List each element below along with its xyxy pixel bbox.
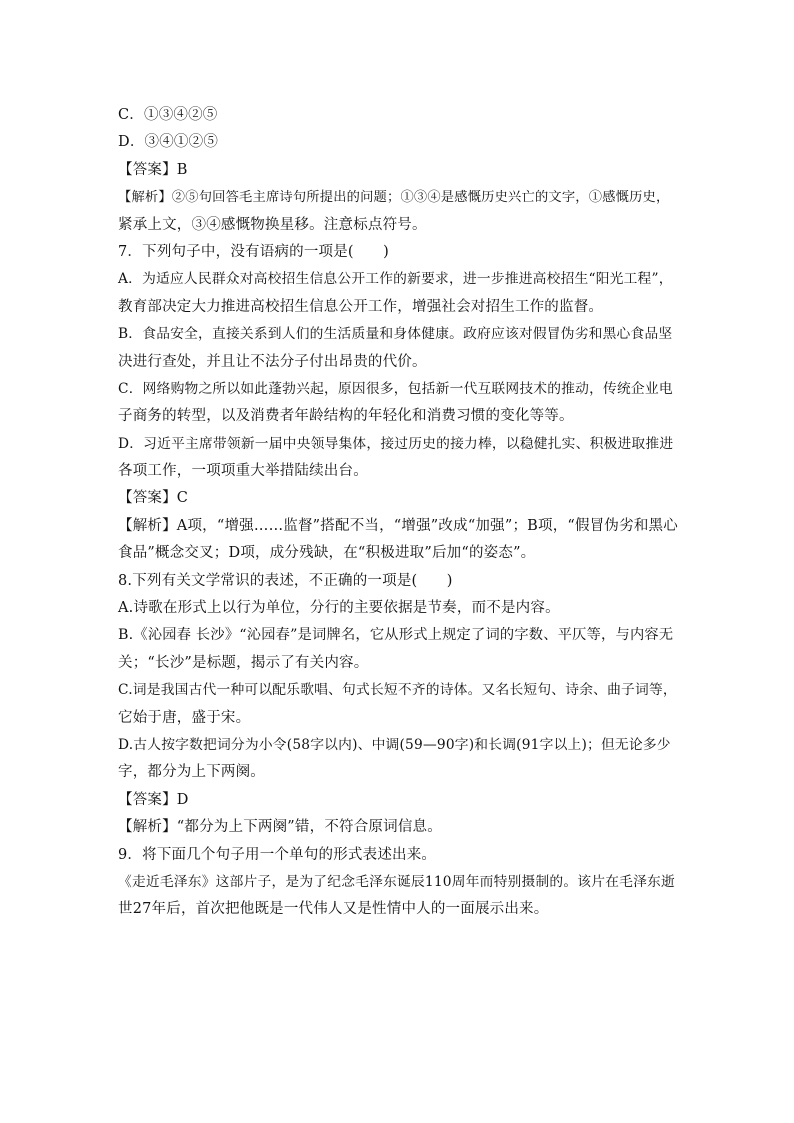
document-page	[118, 102, 678, 924]
option-a-q8: A.诗歌在形式上以行为单位，分行的主要依据是节奏，而不是内容。	[118, 600, 560, 617]
question-7: 7．下列句子中，没有语病的一项是( )	[118, 243, 390, 260]
answer-q7: 【答案】C	[118, 490, 189, 507]
passage-q9-line1: 《走近毛泽东》这部片子，是为了纪念毛泽东诞辰110周年而特别摄制的。该片在毛泽东逝	[118, 873, 675, 890]
analysis-q7-line2: 食品”概念交叉；D项，成分残缺，在“积极进取”后加“的姿态”。	[118, 545, 536, 562]
option-a-q7-line1: A．为适应人民群众对高校招生信息公开工作的新要求，进一步推进高校招生“阳光工程”，	[118, 271, 673, 288]
option-b-q8-line2: 关；“长沙”是标题，揭示了有关内容。	[118, 654, 369, 671]
option-d-q8-line2: 字，都分为上下两阕。	[118, 764, 265, 781]
option-c-q8-line1: C.词是我国古代一种可以配乐歌唱、句式长短不齐的诗体。又名长短句、诗余、曲子词等，	[118, 682, 677, 699]
option-c-q7-line1: C．网络购物之所以如此蓬勃兴起，原因很多，包括新一代互联网技术的推动，传统企业电	[118, 380, 673, 397]
question-8: 8.下列有关文学常识的表述，不正确的一项是( )	[118, 572, 453, 589]
analysis-q7-line1: 【解析】A项，“增强……监督”搭配不当，“增强”改成“加强”；B项，“假冒伪劣和黑心	[118, 517, 678, 534]
option-b-q7-line2: 决进行查处，并且让不法分子付出昂贵的代价。	[118, 353, 427, 370]
option-c-q7-line2: 子商务的转型，以及消费者年龄结构的年轻化和消费习惯的变化等等。	[118, 408, 574, 425]
option-c-q8-line2: 它始于唐，盛于宋。	[118, 709, 251, 726]
question-9: 9．将下面几个句子用一个单句的形式表述出来。	[118, 846, 437, 863]
option-d-q7-line1: D．习近平主席带领新一届中央领导集体，接过历史的接力棒，以稳健扎实、积极进取推进	[118, 435, 674, 452]
analysis-q8: 【解析】“都分为上下两阕”错，不符合原词信息。	[118, 819, 442, 836]
analysis-q6-line2: 紧承上文，③④感慨物换星移。注意标点符号。	[118, 216, 427, 233]
option-c-q6: C．①③④②⑤	[118, 107, 218, 123]
answer-q8: 【答案】D	[118, 791, 189, 808]
option-a-q7-line2: 教育部决定大力推进高校招生信息公开工作，增强社会对招生工作的监督。	[118, 298, 604, 315]
option-d-q6: D．③④①②⑤	[118, 134, 219, 151]
passage-q9-line2: 世27年后，首次把他既是一代伟人又是性情中人的一面展示出来。	[118, 901, 549, 918]
answer-q6: 【答案】B	[118, 161, 188, 178]
analysis-q6-line1: 【解析】②⑤句回答毛主席诗句所提出的问题；①③④是感慨历史兴亡的文字，①感慨历史，	[118, 190, 670, 206]
option-b-q7-line1: B．食品安全，直接关系到人们的生活质量和身体健康。政府应该对假冒伪劣和黑心食品坚	[118, 326, 673, 343]
option-d-q8-line1: D.古人按字数把词分为小令(58字以内)、中调(59—90字)和长调(91字以上)；但无论多少	[118, 736, 671, 753]
option-b-q8-line1: B.《沁园春 长沙》“沁园春”是词牌名，它从形式上规定了词的字数、平仄等，与内容无	[118, 627, 674, 644]
option-d-q7-line2: 各项工作，一项项重大举措陆续出台。	[118, 463, 368, 480]
